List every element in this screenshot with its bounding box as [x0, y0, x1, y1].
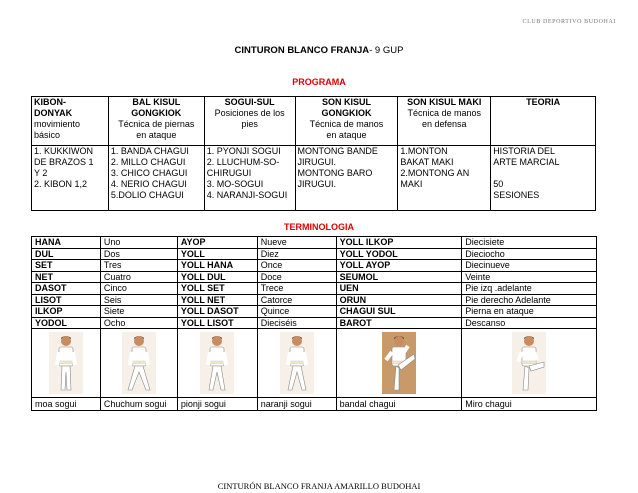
position-image-cell — [462, 329, 597, 398]
term-spanish: Ocho — [100, 317, 177, 329]
term-spanish: Cuatro — [100, 271, 177, 283]
term-korean: YOLL LISOT — [177, 317, 257, 329]
position-image-cell — [32, 329, 101, 398]
programa-content-row — [32, 146, 596, 211]
term-row — [32, 306, 597, 318]
position-image-cell — [100, 329, 177, 398]
position-name: Miro chagui — [462, 398, 597, 411]
term-spanish: Nueve — [257, 237, 336, 249]
term-korean: YOLL ILKOP — [336, 237, 462, 249]
term-korean: HANA — [32, 237, 101, 249]
term-spanish: Once — [257, 260, 336, 272]
col-header-bal-kisul: BAL KISUL GONGKIOK Técnica de piernas en ataque — [108, 97, 204, 146]
term-row — [32, 260, 597, 272]
term-spanish: Catorce — [257, 294, 336, 306]
term-spanish: Cinco — [100, 283, 177, 295]
term-korean: ORUN — [336, 294, 462, 306]
term-row — [32, 283, 597, 295]
karate-figure-naranji — [280, 332, 314, 394]
term-spanish: Siete — [100, 306, 177, 318]
term-korean: LISOT — [32, 294, 101, 306]
term-korean: YODOL — [32, 317, 101, 329]
term-spanish: Diecinueve — [462, 260, 597, 272]
col-header-teoria: TEORIA — [491, 97, 596, 146]
term-spanish: Pie izq .adelante — [462, 283, 597, 295]
term-korean: CHAGUI SUL — [336, 306, 462, 318]
term-spanish: Pie derecho Adelante — [462, 294, 597, 306]
term-korean: UEN — [336, 283, 462, 295]
term-korean: YOLL DASOT — [177, 306, 257, 318]
col-header-son-kisul-gongkiok: SON KISUL GONGKIOK Técnica de manos en ataque — [295, 97, 398, 146]
programa-cell: 1. KUKKIWON DE BRAZOS 1 Y 2 2. KIBON 1,2 — [32, 146, 109, 211]
karate-figure-moa — [49, 332, 83, 394]
positions-picture-row — [32, 329, 597, 398]
term-korean: YOLL NET — [177, 294, 257, 306]
term-spanish: Dieciocho — [462, 248, 597, 260]
karate-figure-chuchum — [122, 332, 156, 394]
terminologia-heading: TERMINOLOGIA — [284, 222, 354, 232]
term-spanish: Veinte — [462, 271, 597, 283]
programa-cell: MONTONG BANDE JIRUGUI. MONTONG BARO JIRUGUI. — [295, 146, 398, 211]
karate-figure-pionji — [200, 332, 234, 394]
position-name: naranji sogui — [257, 398, 336, 411]
term-korean: YOLL SET — [177, 283, 257, 295]
term-korean: YOLL YODOL — [336, 248, 462, 260]
term-row — [32, 237, 597, 249]
club-header: CLUB DEPORTIVO BUDOHAI — [522, 19, 616, 25]
term-korean: YOLL — [177, 248, 257, 260]
title-gup: - 9 GUP — [369, 45, 404, 56]
programa-cell: 1. PYONJI SOGUI 2. LLUCHUM-SO- CHIRUGUI 3. MO-SOGUI 4. NARANJI-SOGUI — [204, 146, 295, 211]
position-image-cell — [336, 329, 462, 398]
position-name: Chuchum sogui — [100, 398, 177, 411]
term-row — [32, 248, 597, 260]
term-korean: BAROT — [336, 317, 462, 329]
programa-cell: 1.MONTON BAKAT MAKI 2.MONTONG AN MAKI — [398, 146, 491, 211]
term-spanish: Pierna en ataque — [462, 306, 597, 318]
term-korean: SEUMOL — [336, 271, 462, 283]
page-title — [0, 45, 638, 56]
term-korean: DUL — [32, 248, 101, 260]
col-header-son-kisul-maki: SON KISUL MAKI Técnica de manos en defensa — [398, 97, 491, 146]
term-spanish: Quince — [257, 306, 336, 318]
position-name: bandal chagui — [336, 398, 462, 411]
term-korean: NET — [32, 271, 101, 283]
term-spanish: Diez — [257, 248, 336, 260]
term-korean: YOLL HANA — [177, 260, 257, 272]
programa-heading: PROGRAMA — [292, 77, 346, 87]
terminologia-table — [31, 236, 597, 411]
col-header-sogui-sul: SOGUI-SUL Posiciones de los pies — [204, 97, 295, 146]
term-spanish: Seis — [100, 294, 177, 306]
karate-figure-miro — [512, 332, 546, 394]
footer: CINTURÓN BLANCO FRANJA AMARILLO BUDOHAI — [217, 481, 421, 491]
title-main: CINTURON BLANCO FRANJA — [234, 45, 370, 56]
programa-cell: 1. BANDA CHAGUI 2. MILLO CHAGUI 3. CHICO CHAGUI 4. NERIO CHAGUI 5.DOLIO CHAGUI — [108, 146, 204, 211]
position-name: moa sogui — [32, 398, 101, 411]
position-name: pionji sogui — [177, 398, 257, 411]
programa-table — [31, 96, 596, 211]
term-spanish: Dos — [100, 248, 177, 260]
positions-name-row — [32, 398, 597, 411]
position-image-cell — [177, 329, 257, 398]
term-spanish: Diecisiete — [462, 237, 597, 249]
term-korean: DASOT — [32, 283, 101, 295]
programa-cell: HISTORIA DEL ARTE MARCIAL 50 SESIONES — [491, 146, 596, 211]
term-row — [32, 294, 597, 306]
term-korean: AYOP — [177, 237, 257, 249]
term-row — [32, 271, 597, 283]
term-korean: YOLL DUL — [177, 271, 257, 283]
term-korean: YOLL AYOP — [336, 260, 462, 272]
term-spanish: Doce — [257, 271, 336, 283]
term-korean: ILKOP — [32, 306, 101, 318]
col-header-kibon: KIBON- DONYAK movimiento básico — [32, 97, 109, 146]
position-image-cell — [257, 329, 336, 398]
term-spanish: Trece — [257, 283, 336, 295]
programa-header-row — [32, 97, 596, 146]
term-spanish: Uno — [100, 237, 177, 249]
term-spanish: Dieciséis — [257, 317, 336, 329]
term-spanish: Descanso — [462, 317, 597, 329]
karate-figure-bandal — [382, 332, 416, 394]
term-spanish: Tres — [100, 260, 177, 272]
term-korean: SET — [32, 260, 101, 272]
term-row — [32, 317, 597, 329]
